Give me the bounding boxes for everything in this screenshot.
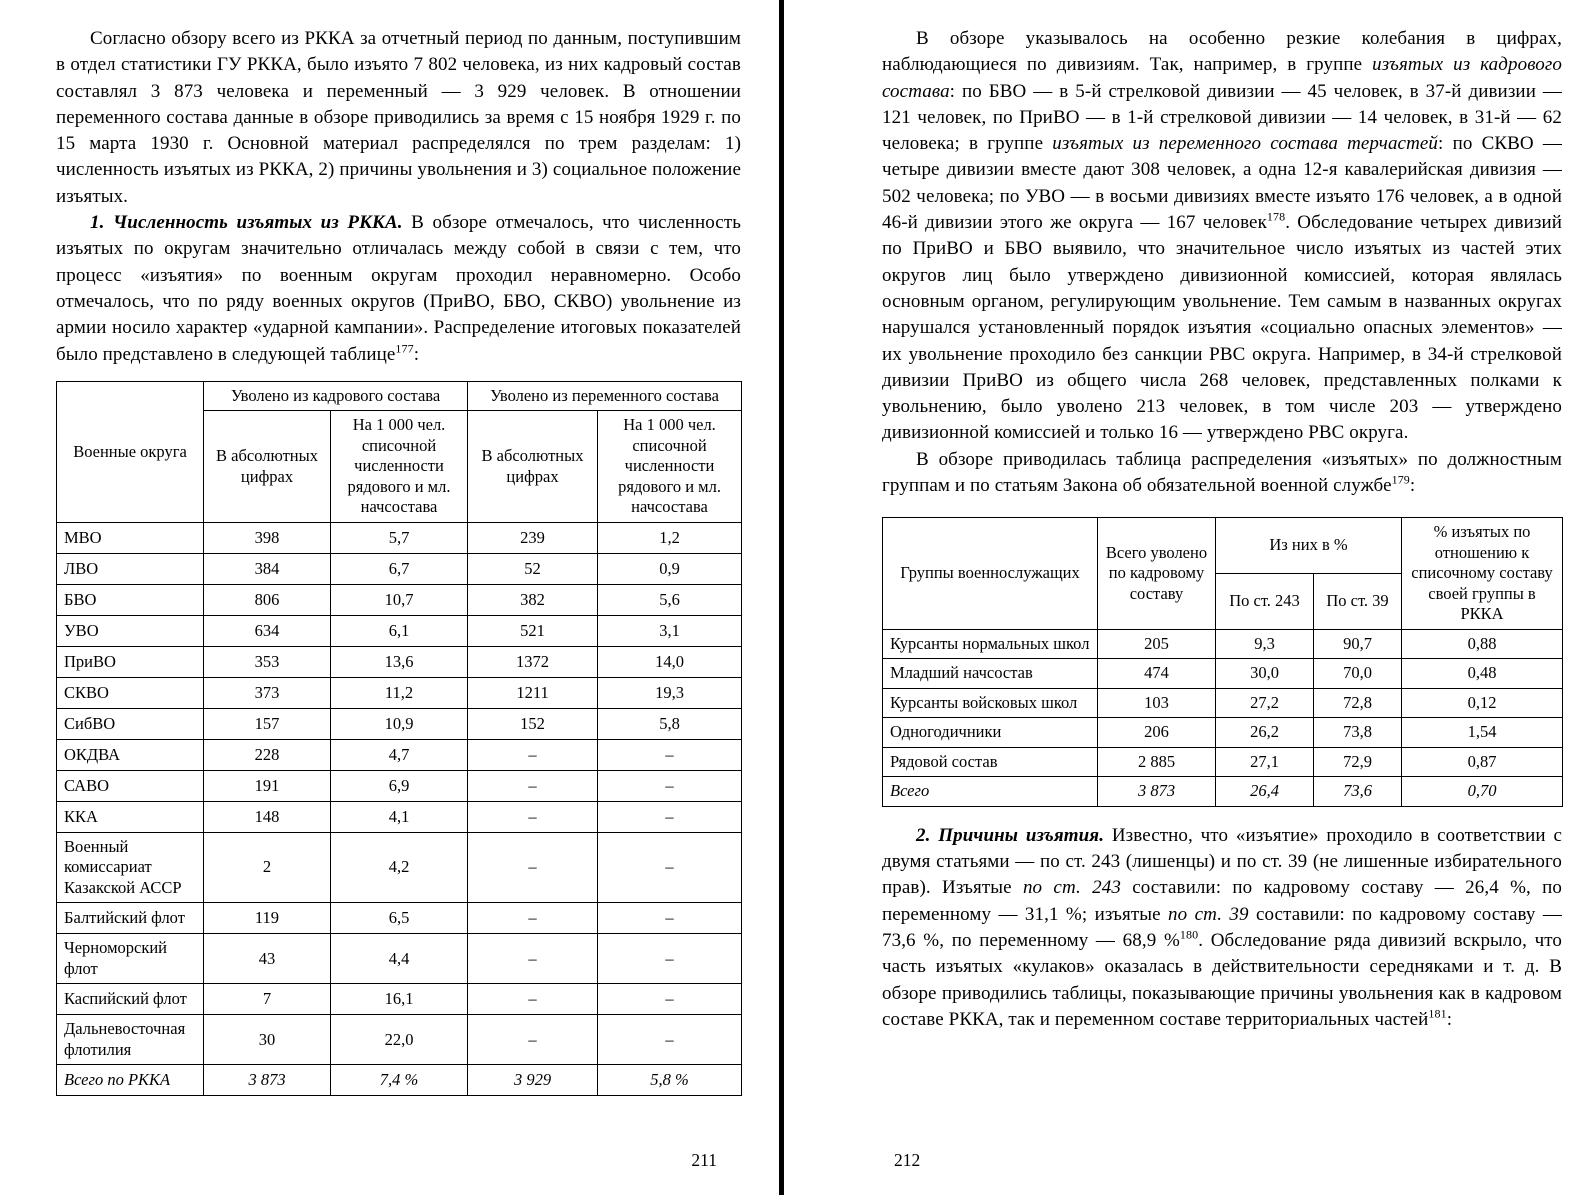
value-cell: 7,4 % [331, 1065, 468, 1096]
text-segment: по ст. 243 [1022, 877, 1121, 899]
row-label-cell: УВО [57, 615, 204, 646]
table-row [883, 629, 1563, 659]
paragraph-intro [56, 26, 741, 210]
value-cell: 27,2 [1216, 688, 1314, 718]
service-groups-table-body [883, 629, 1563, 806]
footnote-marker: 181 [1428, 1006, 1447, 1021]
value-cell: 73,6 [1314, 777, 1402, 807]
row-label-cell: Всего по РККА [57, 1065, 204, 1096]
value-cell: 382 [468, 584, 598, 615]
value-cell: 3,1 [598, 615, 742, 646]
value-cell: 72,8 [1314, 688, 1402, 718]
groups-table-corner-header: Группы военнослужащих [883, 518, 1098, 630]
value-cell: 384 [204, 553, 331, 584]
value-cell: – [468, 1015, 598, 1065]
value-cell: 6,1 [331, 615, 468, 646]
value-cell: 1211 [468, 677, 598, 708]
row-label-cell: Курсанты нормальных школ [883, 629, 1098, 659]
value-cell: – [598, 801, 742, 832]
districts-table-body [57, 522, 742, 1096]
value-cell: 4,7 [331, 739, 468, 770]
table-row [883, 718, 1563, 748]
value-cell: 5,6 [598, 584, 742, 615]
value-cell: 11,2 [331, 677, 468, 708]
page-number: 211 [691, 1150, 717, 1170]
paragraph-section-1 [56, 210, 741, 368]
row-label-cell: Одногодичники [883, 718, 1098, 748]
value-cell: – [598, 739, 742, 770]
row-label-cell: ККА [57, 801, 204, 832]
table-row [57, 646, 742, 677]
row-label-cell: Черноморский флот [57, 934, 204, 984]
value-cell: 27,1 [1216, 747, 1314, 777]
value-cell: 90,7 [1314, 629, 1402, 659]
text-segment: : [1446, 1008, 1453, 1030]
value-cell: 3 929 [468, 1065, 598, 1096]
districts-table-subheader-abs-2: В абсолютных цифрах [468, 411, 598, 523]
value-cell: – [598, 1015, 742, 1065]
value-cell: 634 [204, 615, 331, 646]
row-label-cell: Младший начсостав [883, 659, 1098, 689]
value-cell: 73,8 [1314, 718, 1402, 748]
districts-table [56, 381, 742, 1097]
table-row [57, 615, 742, 646]
value-cell: – [598, 934, 742, 984]
text-segment: : [413, 343, 420, 365]
value-cell: 14,0 [598, 646, 742, 677]
row-label-cell: САВО [57, 770, 204, 801]
table-row [57, 770, 742, 801]
table-row [57, 739, 742, 770]
text-segment: по ст. 39 [1168, 903, 1249, 925]
value-cell: 0,48 [1402, 659, 1563, 689]
districts-table-subheader-per1000-2: На 1 000 чел. списочной численности рядового и мл. начсостава [598, 411, 742, 523]
value-cell: – [468, 903, 598, 934]
districts-table-group-header-peremenny: Уволено из переменного состава [468, 381, 742, 411]
table-row [57, 677, 742, 708]
row-label-cell: Дальневосточная флотилия [57, 1015, 204, 1065]
value-cell: 119 [204, 903, 331, 934]
service-groups-table [882, 517, 1563, 807]
service-groups-table-header [883, 518, 1563, 630]
value-cell: 72,9 [1314, 747, 1402, 777]
value-cell: 0,12 [1402, 688, 1563, 718]
value-cell: – [468, 832, 598, 903]
value-cell: – [598, 832, 742, 903]
value-cell: 1,54 [1402, 718, 1563, 748]
value-cell: 30,0 [1216, 659, 1314, 689]
value-cell: 2 [204, 832, 331, 903]
value-cell: 206 [1098, 718, 1216, 748]
row-label-cell: СКВО [57, 677, 204, 708]
text-segment: 2. Причины изъятия. [916, 824, 1105, 846]
text-segment: Известно, что «изъятие» проходило в соответствии с двумя статьями — по ст. 243 (лишенцы) и по ст. 39 (не лишенные избирательного прав). Изъятые [882, 824, 1562, 899]
value-cell: 5,8 % [598, 1065, 742, 1096]
value-cell: 1,2 [598, 522, 742, 553]
row-label-cell: Военный комиссариат Казакской АССР [57, 832, 204, 903]
value-cell: 9,3 [1216, 629, 1314, 659]
value-cell: 43 [204, 934, 331, 984]
value-cell: – [468, 801, 598, 832]
groups-table-total-header: Всего уволено по кадровому составу [1098, 518, 1216, 630]
table-row [57, 934, 742, 984]
page-right [784, 0, 1579, 1195]
value-cell: 70,0 [1314, 659, 1402, 689]
table-row [57, 801, 742, 832]
districts-table-subheader-abs-1: В абсолютных цифрах [204, 411, 331, 523]
value-cell: 806 [204, 584, 331, 615]
page-left [0, 0, 779, 1195]
value-cell: 152 [468, 708, 598, 739]
value-cell: 30 [204, 1015, 331, 1065]
value-cell: 521 [468, 615, 598, 646]
text-segment: составили: по кадровому составу — 73,6 %, по переменному — 68,9 % [882, 903, 1562, 952]
value-cell: 19,3 [598, 677, 742, 708]
groups-table-subheader-st243: По ст. 243 [1216, 574, 1314, 630]
value-cell: – [468, 739, 598, 770]
value-cell: 2 885 [1098, 747, 1216, 777]
groups-table-subheader-st39: По ст. 39 [1314, 574, 1402, 630]
footnote-marker: 180 [1179, 927, 1199, 942]
value-cell: 148 [204, 801, 331, 832]
value-cell: 0,87 [1402, 747, 1563, 777]
paragraph-section-2 [882, 823, 1562, 1033]
districts-table-corner-header: Военные округа [57, 381, 204, 522]
table-row [57, 584, 742, 615]
footnote-marker: 179 [1391, 472, 1410, 487]
text-segment: : по БВО — в 5-й стрелковой дивизии — 45 человек, в 37-й дивизии — 121 человек, по ПриВО — в 1-й стрелковой дивизии — 14 человек, в 31-й — 62 человека; в группе [882, 80, 1562, 155]
table-row [57, 832, 742, 903]
value-cell: 10,9 [331, 708, 468, 739]
value-cell: – [598, 903, 742, 934]
paragraph-table-lead [882, 447, 1562, 500]
value-cell: 16,1 [331, 984, 468, 1015]
value-cell: 0,9 [598, 553, 742, 584]
groups-table-ratio-header: % изъятых по отношению к списочному составу своей группы в РККА [1402, 518, 1563, 630]
value-cell: – [468, 984, 598, 1015]
value-cell: 4,1 [331, 801, 468, 832]
text-segment: В обзоре указывалось на особенно резкие колебания в цифрах, наблюдающиеся по дивизиям. Так, например, в группе [882, 28, 1562, 76]
value-cell: 398 [204, 522, 331, 553]
value-cell: 26,2 [1216, 718, 1314, 748]
row-label-cell: ОКДВА [57, 739, 204, 770]
value-cell: 205 [1098, 629, 1216, 659]
value-cell: – [598, 984, 742, 1015]
text-segment: 1. Численность изъятых из РККА. [90, 212, 403, 234]
value-cell: – [598, 770, 742, 801]
table-row [57, 1015, 742, 1065]
value-cell: 239 [468, 522, 598, 553]
table-row [883, 688, 1563, 718]
value-cell: 7 [204, 984, 331, 1015]
value-cell: 3 873 [1098, 777, 1216, 807]
table-row [57, 522, 742, 553]
groups-table-percent-group-header: Из них в % [1216, 518, 1402, 574]
value-cell: 191 [204, 770, 331, 801]
value-cell: 6,5 [331, 903, 468, 934]
table-row [57, 553, 742, 584]
value-cell: – [468, 770, 598, 801]
footnote-marker: 177 [395, 341, 414, 356]
row-label-cell: Всего [883, 777, 1098, 807]
table-row [57, 903, 742, 934]
value-cell: 22,0 [331, 1015, 468, 1065]
page-number: 212 [894, 1150, 921, 1170]
text-segment: В обзоре приводилась таблица распределения «изъятых» по должностным группам и по статьям Закона об обязательной военной службе [882, 448, 1562, 497]
row-label-cell: МВО [57, 522, 204, 553]
value-cell: 5,8 [598, 708, 742, 739]
table-row [57, 708, 742, 739]
districts-table-subheader-per1000-1: На 1 000 чел. списочной численности рядового и мл. начсостава [331, 411, 468, 523]
text-segment: . Обследование ряда дивизий вскрыло, что часть изъятых «кулаков» оказалась в действительности середняками и т. д. В обзоре приводились таблицы, показывающие причины увольнения как в кадровом составе РККА, так и переменном составе территориальных частей [882, 930, 1562, 1030]
value-cell: 3 873 [204, 1065, 331, 1096]
table-row [57, 1065, 742, 1096]
value-cell: 6,7 [331, 553, 468, 584]
value-cell: 103 [1098, 688, 1216, 718]
districts-table-header [57, 381, 742, 522]
text-segment: : по СКВО — четыре дивизии вместе дают 308 человек, а одна 12-я кавалерийская дивизия — 502 человека; по УВО — в восьми дивизиях вместе изъято 176 человек, а в одной 46-й дивизии этого же округа — 167 человек [882, 133, 1562, 234]
table-row [883, 659, 1563, 689]
value-cell: 0,88 [1402, 629, 1563, 659]
value-cell: 4,4 [331, 934, 468, 984]
paragraph-divisions [882, 26, 1562, 447]
value-cell: 228 [204, 739, 331, 770]
value-cell: 373 [204, 677, 331, 708]
text-segment: изъятых из переменного состава терчастей [1052, 133, 1439, 155]
text-segment: составили: по кадровому составу — 26,4 %, по переменному — 31,1 %; изъятые [882, 877, 1562, 925]
footnote-marker: 178 [1266, 209, 1286, 224]
row-label-cell: Рядовой состав [883, 747, 1098, 777]
value-cell: 157 [204, 708, 331, 739]
value-cell: 0,70 [1402, 777, 1563, 807]
value-cell: 13,6 [331, 646, 468, 677]
value-cell: 4,2 [331, 832, 468, 903]
value-cell: 26,4 [1216, 777, 1314, 807]
text-segment: . Обследование четырех дивизий по ПриВО и БВО выявило, что значительное число изъятых из частей этих округов лиц было утверждено дивизионной комиссией, которая являлась основным органом, регулирующим увольнение. Тем самым в названных округах нарушался установленный порядок изъятия «социально опасных элементов» — их увольнение проходило без санкции РВС округа. Например, в 34-й стрелковой дивизии ПриВО из общего числа 268 человек, представленных полками к увольнению, было уволено 213 человек, в том числе 203 — утверждено дивизионной комиссией и только 16 — утверждено РВС округа. [882, 212, 1562, 444]
text-segment: В обзоре отмечалось, что численность изъятых по округам значительно отличалась между собой в связи с тем, что процесс «изъятия» по военным округам проходил неравномерно. Особо отмечалось, что по ряду военных округов (ПриВО, БВО, СКВО) увольнение из армии носило характер «ударной кампании». Распределение итоговых показателей было представлено в следующей таблице [56, 212, 741, 365]
row-label-cell: ПриВО [57, 646, 204, 677]
row-label-cell: ЛВО [57, 553, 204, 584]
text-segment: Согласно обзору всего из РККА за отчетный период по данным, поступившим в отдел статистики ГУ РККА, было изъято 7 802 человека, из них кадровый состав составлял 3 873 человека и переменный — 3 929 человек. В отношении переменного состава данные в обзоре приводились за время с 15 ноября 1929 г. по 15 марта 1930 г. Основной материал распределялся по трем разделам: 1) численность изъятых из РККА, 2) причины увольнения и 3) социальное положение изъятых. [56, 28, 741, 207]
value-cell: 474 [1098, 659, 1216, 689]
value-cell: 5,7 [331, 522, 468, 553]
value-cell: 1372 [468, 646, 598, 677]
row-label-cell: Балтийский флот [57, 903, 204, 934]
row-label-cell: БВО [57, 584, 204, 615]
table-row [883, 747, 1563, 777]
row-label-cell: Каспийский флот [57, 984, 204, 1015]
value-cell: – [468, 934, 598, 984]
value-cell: 6,9 [331, 770, 468, 801]
value-cell: 10,7 [331, 584, 468, 615]
text-segment: изъятых из кадрового состава [882, 54, 1563, 102]
text-segment: : [1409, 475, 1416, 497]
value-cell: 353 [204, 646, 331, 677]
row-label-cell: Курсанты войсковых школ [883, 688, 1098, 718]
table-row [57, 984, 742, 1015]
table-row [883, 777, 1563, 807]
value-cell: 52 [468, 553, 598, 584]
districts-table-group-header-kadrovy: Уволено из кадрового состава [204, 381, 468, 411]
row-label-cell: СибВО [57, 708, 204, 739]
